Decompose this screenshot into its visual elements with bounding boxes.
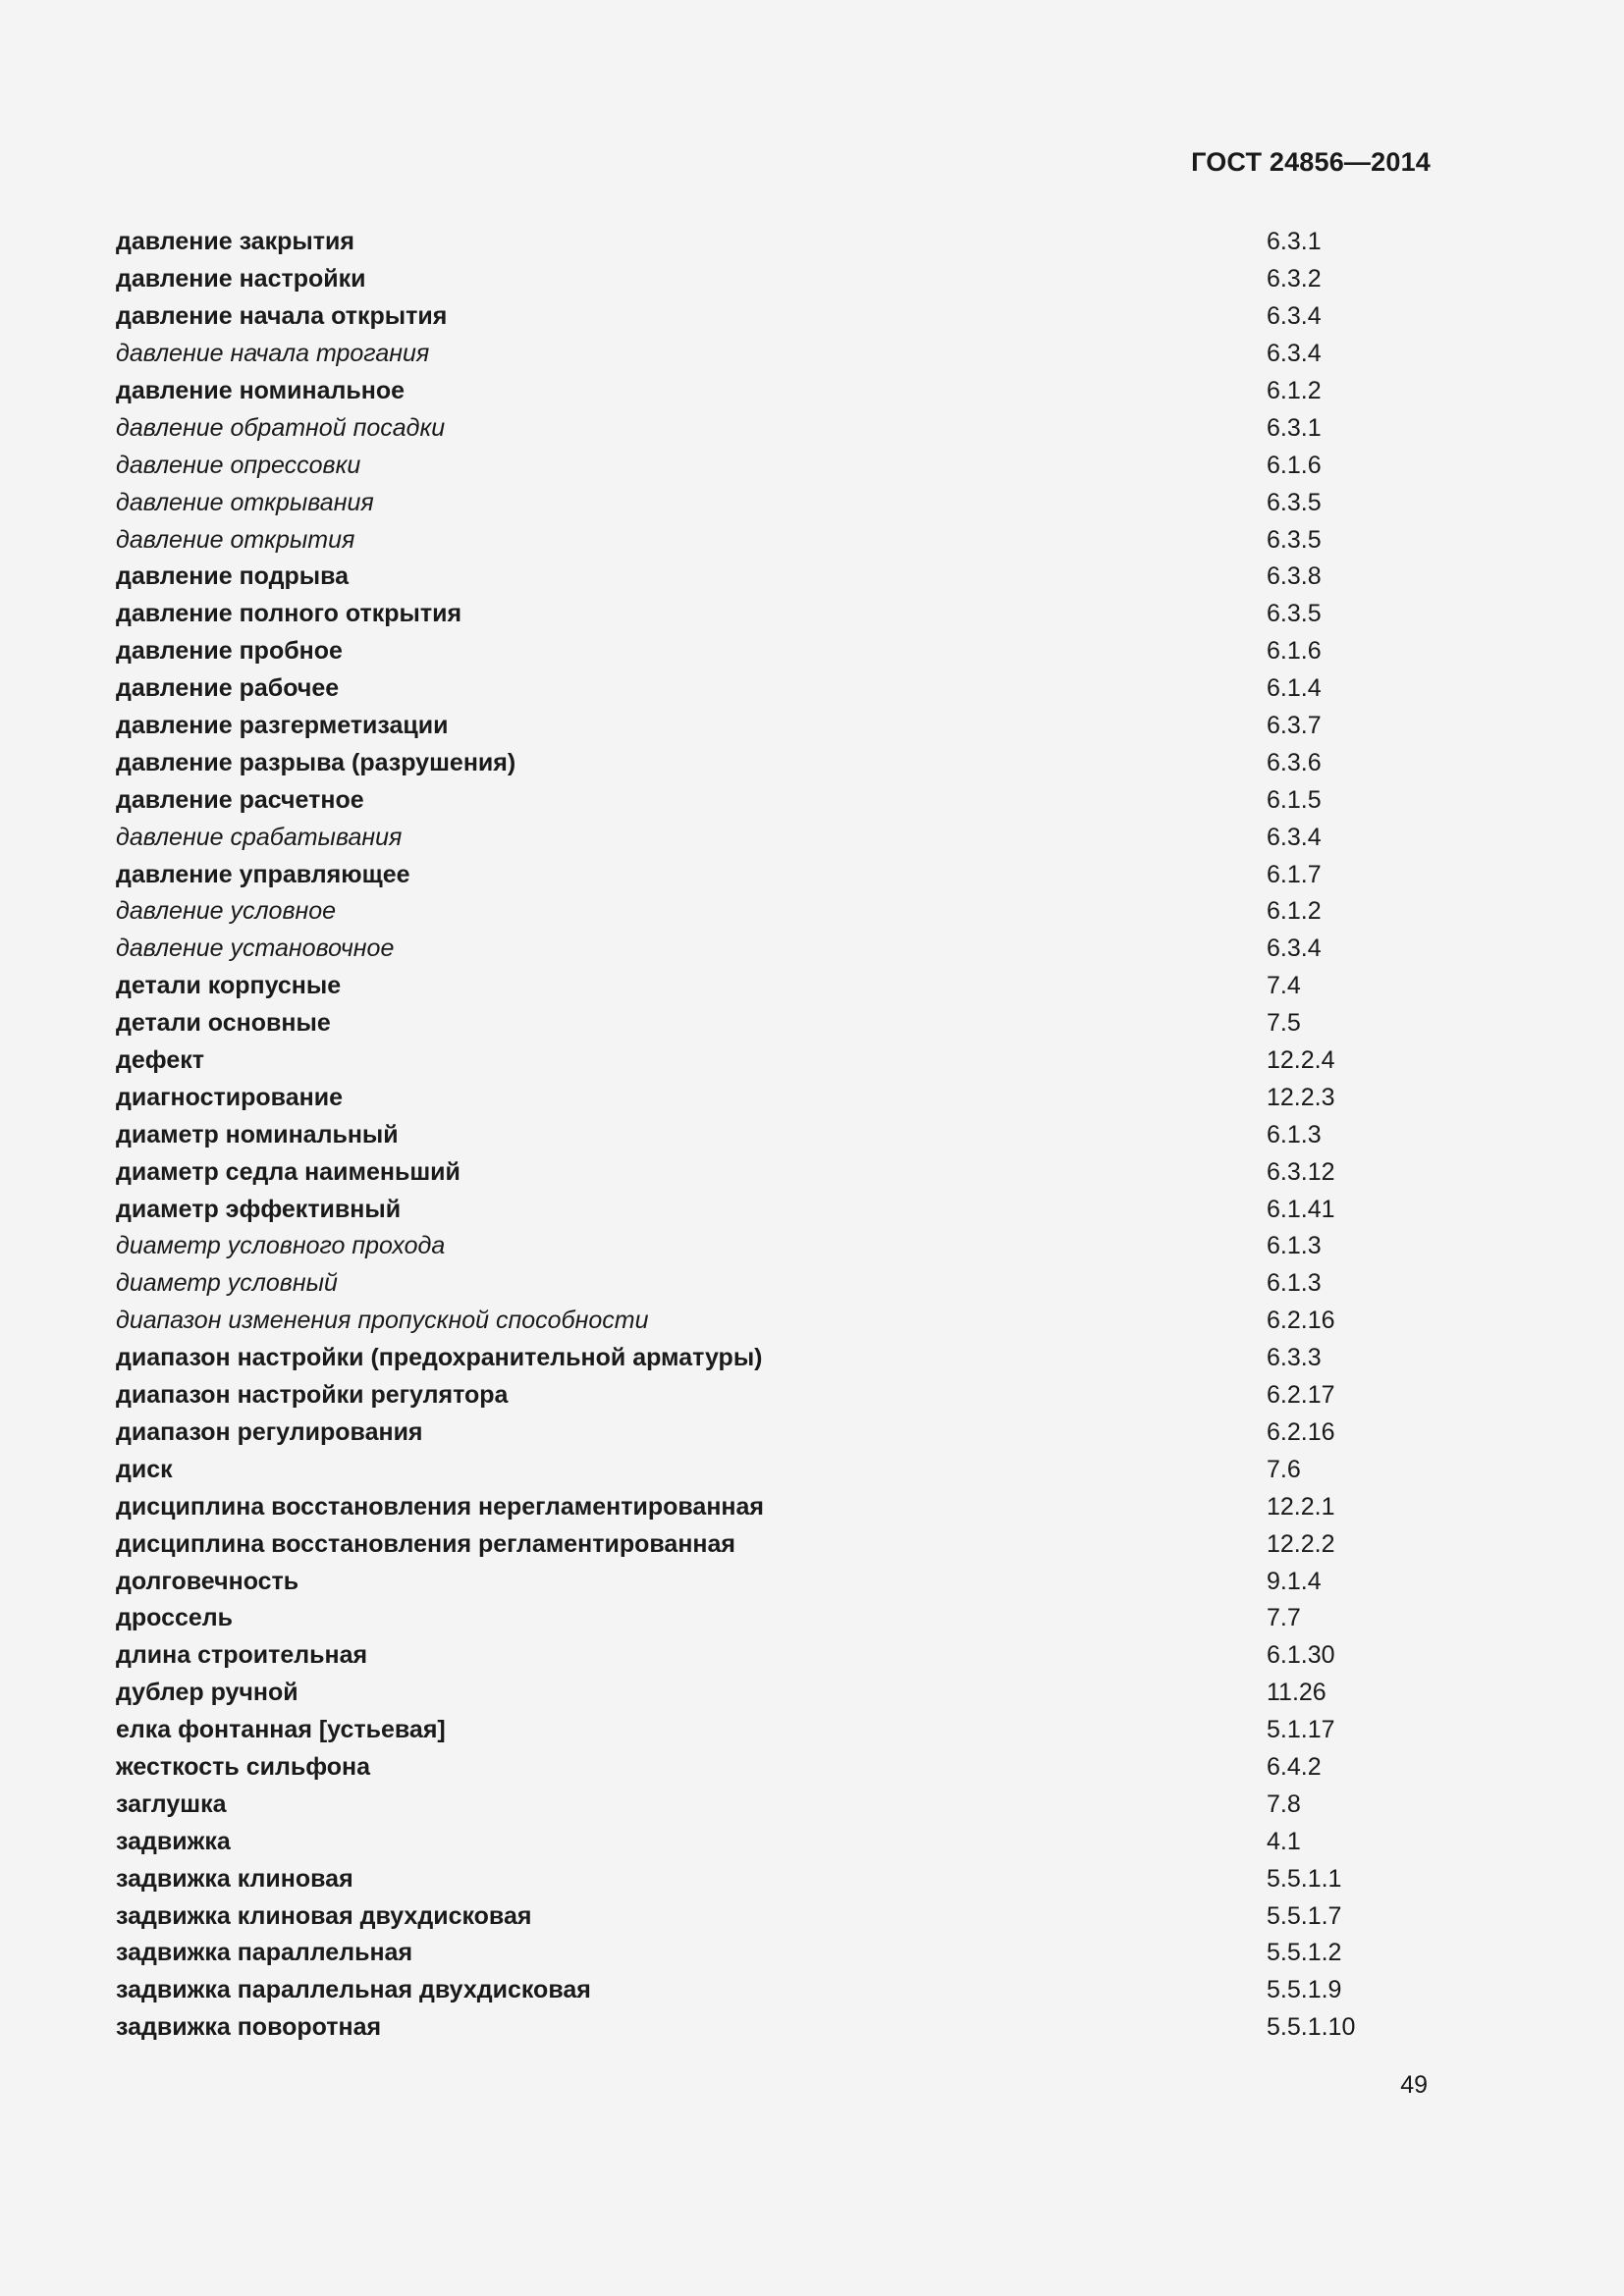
index-entry: [116, 1823, 1392, 1860]
index-reference: 6.2.17: [1267, 1381, 1335, 1410]
index-reference: 7.5: [1267, 1009, 1301, 1038]
index-entry: [116, 1340, 1392, 1377]
document-header: ГОСТ 24856—2014: [1191, 147, 1431, 177]
index-reference: 6.3.3: [1267, 1344, 1322, 1372]
index-reference: 12.2.4: [1267, 1046, 1335, 1075]
index-entry: [116, 484, 1392, 521]
index-term: давление рабочее: [116, 674, 340, 703]
index-term: дроссель: [116, 1604, 234, 1632]
index-term: давление разгерметизации: [116, 712, 449, 740]
index-entry: [116, 409, 1392, 447]
index-reference: 7.6: [1267, 1455, 1301, 1483]
term-index-list: [116, 224, 1392, 2047]
index-term: давление разрыва (разрушения): [116, 748, 516, 776]
index-reference: 6.3.4: [1267, 823, 1322, 851]
index-entry: [116, 1897, 1392, 1935]
index-term: диск: [116, 1455, 173, 1483]
index-reference: 6.2.16: [1267, 1417, 1335, 1446]
index-entry: [116, 1191, 1392, 1228]
index-entry: [116, 856, 1392, 893]
index-entry: [116, 1860, 1392, 1897]
index-reference: 6.1.4: [1267, 674, 1322, 703]
index-reference: 6.3.2: [1267, 265, 1322, 294]
page-number: 49: [1400, 2071, 1428, 2099]
index-term: диапазон регулирования: [116, 1417, 423, 1446]
index-reference: 6.2.16: [1267, 1307, 1335, 1335]
index-term: давление полного открытия: [116, 600, 462, 628]
index-reference: 6.3.7: [1267, 712, 1322, 740]
index-term: задвижка поворотная: [116, 2013, 382, 2042]
index-term: давление номинальное: [116, 377, 406, 404]
index-term: давление условное: [116, 897, 337, 926]
index-entry: [116, 633, 1392, 670]
index-entry: [116, 1637, 1392, 1675]
index-term: задвижка клиновая: [116, 1864, 353, 1893]
index-entry: [116, 1600, 1392, 1637]
index-reference: 11.26: [1267, 1679, 1326, 1707]
index-entry: [116, 1228, 1392, 1265]
index-term: дублер ручной: [116, 1679, 298, 1707]
index-reference: 6.1.2: [1267, 897, 1322, 926]
index-entry: [116, 1415, 1392, 1452]
index-term: дисциплина восстановления нерегламентированная: [116, 1492, 765, 1521]
index-reference: 6.1.41: [1267, 1195, 1335, 1223]
index-term: давление расчетное: [116, 785, 364, 814]
index-reference: 6.1.5: [1267, 785, 1322, 814]
index-reference: 12.2.2: [1267, 1529, 1335, 1558]
index-entry: [116, 744, 1392, 781]
index-entry: [116, 559, 1392, 596]
index-reference: 6.3.12: [1267, 1157, 1335, 1186]
index-entry: [116, 1786, 1392, 1823]
index-reference: 5.5.1.2: [1267, 1939, 1342, 1967]
index-reference: 6.1.2: [1267, 377, 1322, 404]
index-entry: [116, 1749, 1392, 1787]
index-reference: 6.3.5: [1267, 525, 1322, 554]
index-term: давление управляющее: [116, 860, 410, 888]
index-entry: [116, 373, 1392, 410]
index-entry: [116, 1563, 1392, 1600]
index-reference: 12.2.1: [1267, 1492, 1335, 1521]
index-term: давление установочное: [116, 934, 395, 963]
index-entry: [116, 1042, 1392, 1080]
index-entry: [116, 1265, 1392, 1303]
index-reference: 6.3.6: [1267, 748, 1322, 776]
index-entry: [116, 708, 1392, 745]
index-term: давление открывания: [116, 488, 374, 516]
index-reference: 5.5.1.9: [1267, 1976, 1342, 2004]
index-reference: 6.1.6: [1267, 637, 1322, 666]
index-reference: 5.5.1.7: [1267, 1901, 1342, 1930]
index-reference: 6.3.4: [1267, 302, 1322, 331]
index-reference: 6.1.3: [1267, 1269, 1322, 1298]
index-term: давление настройки: [116, 265, 366, 294]
index-reference: 6.4.2: [1267, 1752, 1322, 1781]
index-term: давление срабатывания: [116, 823, 403, 851]
index-entry: [116, 1303, 1392, 1340]
index-term: задвижка: [116, 1827, 231, 1855]
index-reference: 9.1.4: [1267, 1567, 1322, 1595]
index-entry: [116, 1712, 1392, 1749]
index-reference: 6.1.3: [1267, 1120, 1322, 1148]
index-term: диапазон настройки регулятора: [116, 1381, 509, 1410]
index-reference: 6.1.6: [1267, 451, 1322, 479]
index-reference: 6.3.5: [1267, 600, 1322, 628]
index-entry: [116, 1488, 1392, 1525]
index-term: задвижка параллельная двухдисковая: [116, 1976, 591, 2004]
index-entry: [116, 1153, 1392, 1191]
index-entry: [116, 1935, 1392, 1972]
index-reference: 7.4: [1267, 972, 1301, 1000]
index-entry: [116, 521, 1392, 559]
index-term: давление обратной посадки: [116, 413, 446, 442]
index-reference: 7.8: [1267, 1789, 1301, 1818]
index-entry: [116, 447, 1392, 484]
index-term: давление закрытия: [116, 228, 354, 256]
index-term: давление начала открытия: [116, 302, 448, 331]
index-reference: 6.1.30: [1267, 1641, 1335, 1670]
index-reference: 6.3.5: [1267, 488, 1322, 516]
index-term: диапазон настройки (предохранительной арматуры): [116, 1344, 763, 1372]
index-entry: [116, 2009, 1392, 2047]
index-reference: 6.1.7: [1267, 860, 1322, 888]
index-term: диапазон изменения пропускной способности: [116, 1307, 649, 1335]
index-term: диаметр седла наименьший: [116, 1157, 460, 1186]
index-entry: [116, 670, 1392, 708]
index-reference: 5.5.1.1: [1267, 1864, 1342, 1893]
index-term: дефект: [116, 1046, 204, 1075]
index-entry: [116, 931, 1392, 968]
index-term: елка фонтанная [устьевая]: [116, 1716, 446, 1744]
index-reference: 6.3.4: [1267, 340, 1322, 368]
index-term: диаметр номинальный: [116, 1120, 399, 1148]
index-term: заглушка: [116, 1789, 227, 1818]
index-term: диаметр условного прохода: [116, 1232, 446, 1260]
index-reference: 6.1.3: [1267, 1232, 1322, 1260]
index-term: дисциплина восстановления регламентированная: [116, 1529, 736, 1558]
index-term: давление начала трогания: [116, 340, 430, 368]
index-entry: [116, 781, 1392, 819]
index-entry: [116, 1675, 1392, 1712]
index-reference: 6.3.1: [1267, 413, 1322, 442]
index-term: детали основные: [116, 1009, 331, 1038]
index-entry: [116, 1451, 1392, 1488]
index-reference: 6.3.4: [1267, 934, 1322, 963]
index-reference: 5.5.1.10: [1267, 2013, 1356, 2042]
index-entry: [116, 1079, 1392, 1116]
index-reference: 12.2.3: [1267, 1083, 1335, 1111]
index-term: жесткость сильфона: [116, 1752, 371, 1781]
index-term: задвижка параллельная: [116, 1939, 413, 1967]
index-term: давление подрыва: [116, 562, 350, 591]
index-entry: [116, 968, 1392, 1005]
index-entry: [116, 224, 1392, 261]
index-entry: [116, 1525, 1392, 1563]
index-term: задвижка клиновая двухдисковая: [116, 1901, 532, 1930]
index-term: давление пробное: [116, 637, 343, 666]
index-entry: [116, 1972, 1392, 2009]
index-term: диагностирование: [116, 1083, 343, 1111]
index-entry: [116, 1116, 1392, 1153]
index-term: диаметр эффективный: [116, 1195, 402, 1223]
index-entry: [116, 1377, 1392, 1415]
index-term: детали корпусные: [116, 972, 342, 1000]
index-term: долговечность: [116, 1567, 299, 1595]
index-reference: 6.3.8: [1267, 562, 1322, 591]
index-term: диаметр условный: [116, 1269, 338, 1298]
index-term: длина строительная: [116, 1641, 368, 1670]
index-reference: 4.1: [1267, 1827, 1301, 1855]
index-reference: 6.3.1: [1267, 228, 1322, 256]
index-entry: [116, 261, 1392, 298]
index-reference: 7.7: [1267, 1604, 1301, 1632]
index-term: давление открытия: [116, 525, 355, 554]
index-reference: 5.1.17: [1267, 1716, 1335, 1744]
index-term: давление опрессовки: [116, 451, 361, 479]
index-entry: [116, 336, 1392, 373]
index-entry: [116, 596, 1392, 633]
index-entry: [116, 1005, 1392, 1042]
index-entry: [116, 893, 1392, 931]
index-entry: [116, 819, 1392, 856]
index-entry: [116, 298, 1392, 336]
